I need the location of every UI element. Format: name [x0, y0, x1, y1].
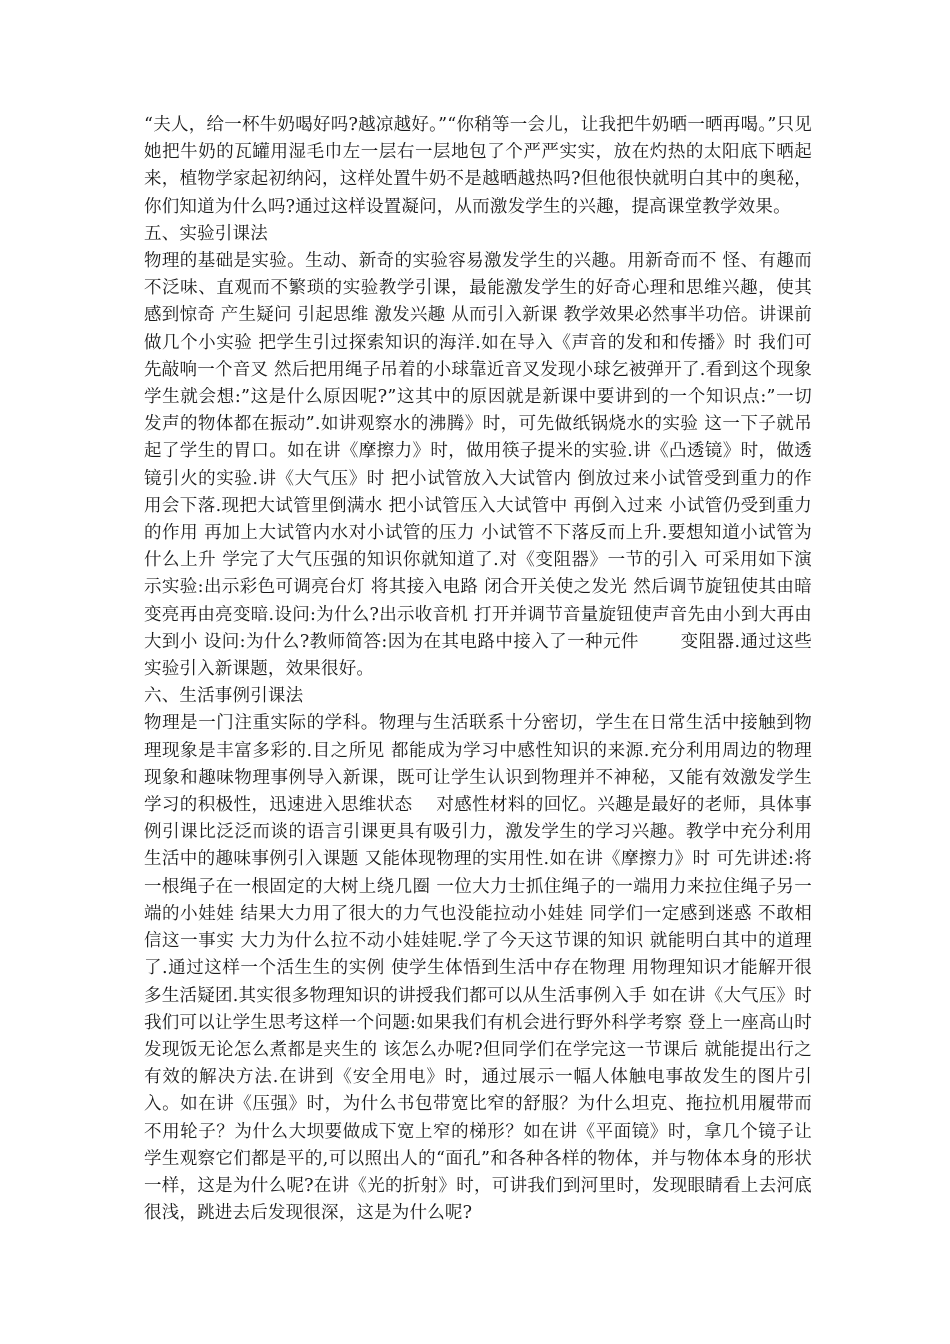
paragraph-experiment-method: 物理的基础是实验。生动、新奇的实验容易激发学生的兴趣。用新奇而不 怪、有趣而不泛味、直观而不繁琐的实验教学引课，最能激发学生的好奇心理和思维兴趣，使其感到惊奇 产生疑问 引起思维 激发兴趣 从而引入新课 教学效果必然事半功倍。讲课前做几个小实验 把学生引过探索知识的海洋.如在导入《声音的发和和传播》时 我们可先敲响一个音叉 然后把用绳子吊着的小球靠近音叉发现小球乞被弹开了.看到这个现象 学生就会想:”这是什么原因呢?”这其中的原因就是新课中要讲到的一个知识点:”一切发声的物体都在振动”.如讲观察水的沸腾》时，可先做纸锅烧水的实验 这一下子就吊起了学生的胃口。如在讲《摩擦力》时，做用筷子提米的实验.讲《凸透镜》时，做透镜引火的实验.讲《大气压》时 把小试管放入大试管内 倒放过来小试管受到重力的作用会下落.现把大试管里倒满水 把小试管压入大试管中 再倒入过来 小试管仍受到重力的作用 再加上大试管内水对小试管的压力 小试管不下落反而上升.要想知道小试管为什么上升 学完了大气压强的知识你就知道了.对《变阻器》一节的引入 可采用如下演示实验:出示彩色可调亮台灯 将其接入电路 闭合开关使之发光 然后调节旋钮使其由暗变亮再由亮变暗.设问:为什么?出示收音机 打开并调节音量旋钮使声音先由小到大再由大到小 设问:为什么?教师简答:因为在其电路中接入了一种元件 变阻器.通过这些实验引入新课题，效果很好。	[144, 251, 812, 680]
document-page	[144, 112, 812, 1227]
section-heading-life-examples: 六、生活事例引课法	[144, 686, 304, 707]
paragraph-intro-story: “夫人，给一杯牛奶喝好吗?越凉越好。”“你稍等一会儿，让我把牛奶晒一晒再喝。”只见她把牛奶的瓦罐用湿毛巾左一层右一层地包了个严严实实，放在灼热的太阳底下晒起来，植物学家起初纳闷，这样处置牛奶不是越晒越热吗?但他很快就明白其中的奥秘，你们知道为什么吗?通过这样设置凝问，从而激发学生的兴趣，提高课堂教学效果。	[144, 115, 812, 217]
document-body	[144, 112, 812, 1227]
paragraph-life-examples-method: 物理是一门注重实际的学科。物理与生活联系十分密切，学生在日常生活中接触到物理现象是丰富多彩的.目之所见 都能成为学习中感性知识的来源.充分利用周边的物理现象和趣味物理事例导入新课，既可让学生认识到物理并不神秘，又能有效激发学生学习的积极性，迅速进入思维状态 对感性材料的回忆。兴趣是最好的老师，具体事例引课比泛泛而谈的语言引课更具有吸引力，激发学生的学习兴趣。教学中充分利用生活中的趣味事例引入课题 又能体现物理的实用性.如在讲《摩擦力》时 可先讲述:将一根绳子在一根固定的大树上绕几圈 一位大力士抓住绳子的一端用力来拉住绳子另一端的小娃娃 结果大力用了很大的力气也没能拉动小娃娃 同学们一定感到迷惑 不敢相信这一事实 大力为什么拉不动小娃娃呢.学了今天这节课的知识 就能明白其中的道理了.通过这样一个活生生的实例 使学生体悟到生活中存在物理 用物理知识才能解开很多生活疑团.其实很多物理知识的讲授我们都可以从生活事例入手 如在讲《大气压》时 我们可以让学生思考这样一个问题:如果我们有机会进行野外科学考察 登上一座高山时发现饭无论怎么煮都是夹生的 该怎么办呢?但同学们在学完这一节课后 就能提出行之有效的解决方法.在讲到《安全用电》时，通过展示一幅人体触电事故发生的图片引入。如在讲《压强》时，为什么书包带宽比窄的舒服？为什么坦克、拖拉机用履带而不用轮子？为什么大坝要做成下宽上窄的梯形？如在讲《平面镜》时，拿几个镜子让学生观察它们都是平的,可以照出人的“面孔”和各种各样的物体，并与物体本身的形状一样，这是为什么呢?在讲《光的折射》时，可讲我们到河里时，发现眼睛看上去河底很浅，跳进去后发现很深，这是为什么呢?	[144, 713, 812, 1224]
section-heading-experiment: 五、实验引课法	[144, 223, 268, 244]
